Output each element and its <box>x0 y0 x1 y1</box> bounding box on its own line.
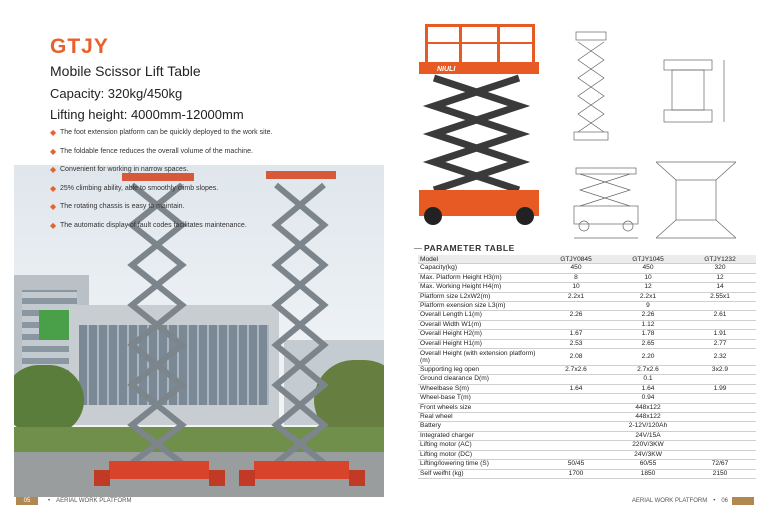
feature-item: ◆ Convenient for working in narrow spaces. <box>50 165 189 174</box>
table-row <box>418 339 756 348</box>
parameter-value: 1700 <box>540 469 612 478</box>
table-row <box>418 320 756 329</box>
page-footer-left: 05 • AERIAL WORK PLATFORM <box>16 495 131 507</box>
parameter-value: 3x2.9 <box>684 366 756 375</box>
parameter-value: 2.7x2.6 <box>612 366 684 375</box>
parameter-name: Capacity(kg) <box>418 264 540 273</box>
table-row <box>418 330 756 339</box>
parameter-value: 1.64 <box>612 384 684 393</box>
parameter-value: 1.91 <box>684 330 756 339</box>
page-footer-right: AERIAL WORK PLATFORM • 06 <box>632 495 754 507</box>
parameter-value: 2.2x1 <box>540 292 612 301</box>
parameter-name: Real wheel <box>418 413 540 422</box>
parameter-name: Platform size L2xW2(m) <box>418 292 540 301</box>
table-row <box>418 413 756 422</box>
parameter-value: 2.20 <box>612 349 684 366</box>
column-header: GTJY0845 <box>540 255 612 264</box>
parameter-value: 2.32 <box>684 349 756 366</box>
parameter-name: Platform exension size L3(m) <box>418 302 540 311</box>
parameter-value: 2.2x1 <box>612 292 684 301</box>
parameter-value: 2.65 <box>612 339 684 348</box>
table-row <box>418 366 756 375</box>
parameter-name: Lifting/lowering time (S) <box>418 460 540 469</box>
parameter-name: Integrated charger <box>418 431 540 440</box>
brand-title: GTJY <box>50 35 109 58</box>
table-row <box>418 431 756 440</box>
feature-item: ◆ The rotating chassis is easy to maintain. <box>50 202 185 211</box>
parameter-value: 2.7x2.6 <box>540 366 612 375</box>
feature-item: ◆ 25% climbing ability, able to smoothly climb slopes. <box>50 183 219 193</box>
parameter-table-title: PARAMETER TABLE <box>424 243 515 253</box>
parameter-value: 24V/3KW <box>540 450 756 459</box>
table-row <box>418 460 756 469</box>
parameter-value: 1.78 <box>612 330 684 339</box>
parameter-value: 1.67 <box>540 330 612 339</box>
parameter-value: 10 <box>540 283 612 292</box>
table-row <box>418 384 756 393</box>
table-header-row <box>418 255 756 264</box>
parameter-name: Lifting motor (AC) <box>418 441 540 450</box>
diamond-bullet-icon: ◆ <box>50 128 57 137</box>
column-header: GTJY1232 <box>684 255 756 264</box>
feature-item: ◆ The automatic display of fault codes facilitates maintenance. <box>50 220 247 230</box>
table-row <box>418 469 756 478</box>
parameter-value: 8 <box>540 273 612 282</box>
parameter-name: Self weifht (kg) <box>418 469 540 478</box>
parameter-value: 2.26 <box>540 311 612 320</box>
parameter-value: 72/67 <box>684 460 756 469</box>
parameter-value: 320 <box>684 264 756 273</box>
lifting-height-text: Lifting height: 4000mm-12000mm <box>50 107 244 122</box>
diamond-bullet-icon: ◆ <box>50 146 57 156</box>
table-row <box>418 375 756 384</box>
parameter-name: Supporting leg open <box>418 366 540 375</box>
parameter-name: Lifting motor (DC) <box>418 450 540 459</box>
parameter-value: 1.64 <box>540 384 612 393</box>
parameter-value: 0.1 <box>540 375 756 384</box>
parameter-name: Overall Width W1(m) <box>418 320 540 329</box>
footer-label: AERIAL WORK PLATFORM <box>631 498 708 504</box>
table-row <box>418 349 756 366</box>
parameter-value: 14 <box>684 283 756 292</box>
parameter-value: 450 <box>612 264 684 273</box>
scissor-lift-render <box>419 18 539 228</box>
right-page <box>384 0 768 524</box>
parameter-name: Wheel-base T(m) <box>418 394 540 403</box>
parameter-name: Battery <box>418 422 540 431</box>
column-header: Model <box>418 255 540 264</box>
diamond-bullet-icon: ◆ <box>50 165 57 174</box>
parameter-value: 448x122 <box>540 413 756 422</box>
table-row <box>418 292 756 301</box>
diamond-bullet-icon: ◆ <box>50 202 57 211</box>
parameter-value: 24V/15A <box>540 431 756 440</box>
parameter-table <box>418 255 756 479</box>
feature-item: ◆ The foot extension platform can be quickly deployed to the work site. <box>50 128 273 137</box>
table-row <box>418 394 756 403</box>
table-row <box>418 302 756 311</box>
feature-item: ◆ The foldable fence reduces the overall volume of the machine. <box>50 146 254 156</box>
parameter-value: 2150 <box>684 469 756 478</box>
diamond-bullet-icon: ◆ <box>50 183 57 193</box>
column-header: GTJY1045 <box>612 255 684 264</box>
parameter-table-body <box>418 264 756 479</box>
table-row <box>418 441 756 450</box>
page-number: 06 <box>721 498 728 504</box>
diamond-bullet-icon: ◆ <box>50 220 57 230</box>
parameter-value: 1.12 <box>540 320 756 329</box>
parameter-value: 50/45 <box>540 460 612 469</box>
table-row <box>418 450 756 459</box>
parameter-value: 2.61 <box>684 311 756 320</box>
parameter-value: 60/55 <box>612 460 684 469</box>
parameter-name: Overall Height H1(m) <box>418 339 540 348</box>
table-row <box>418 311 756 320</box>
parameter-value: 2.08 <box>540 349 612 366</box>
parameter-value: 2.26 <box>612 311 684 320</box>
parameter-value: 10 <box>612 273 684 282</box>
footer-label: AERIAL WORK PLATFORM <box>56 498 132 504</box>
parameter-value: 12 <box>612 283 684 292</box>
table-row <box>418 273 756 282</box>
parameter-name: Max. Working Height H4(m) <box>418 283 540 292</box>
parameter-value: 0.94 <box>540 394 756 403</box>
capacity-text: Capacity: 320kg/450kg <box>50 86 183 101</box>
parameter-value: 2.77 <box>684 339 756 348</box>
parameter-value: 12 <box>684 273 756 282</box>
parameter-name: Max. Platform Height H3(m) <box>418 273 540 282</box>
parameter-value: 2.53 <box>540 339 612 348</box>
page-number: 05 <box>16 497 38 505</box>
parameter-value: 448x122 <box>540 403 756 412</box>
parameter-value: 2.55x1 <box>684 292 756 301</box>
table-row <box>418 422 756 431</box>
parameter-name: Overall Height H2(m) <box>418 330 540 339</box>
page-number-box <box>732 497 754 505</box>
product-subtitle: Mobile Scissor Lift Table <box>50 63 201 79</box>
parameter-name: Wheelbase S(m) <box>418 384 540 393</box>
feature-list <box>50 128 272 239</box>
parameter-name: Overall Height (with extension platform)(m) <box>418 349 540 366</box>
table-row <box>418 283 756 292</box>
product-logo-label: NIULI <box>437 66 456 73</box>
parameter-name: Ground clearance D(m) <box>418 375 540 384</box>
parameter-name: Overall Length L1(m) <box>418 311 540 320</box>
technical-drawings <box>564 20 764 245</box>
parameter-value: 1850 <box>612 469 684 478</box>
parameter-value: 9 <box>540 302 756 311</box>
table-row <box>418 264 756 273</box>
table-row <box>418 403 756 412</box>
parameter-value: 2-12V/120Ah <box>540 422 756 431</box>
parameter-name: Front wheels size <box>418 403 540 412</box>
parameter-value: 220V/3KW <box>540 441 756 450</box>
parameter-value: 450 <box>540 264 612 273</box>
parameter-value: 1.99 <box>684 384 756 393</box>
